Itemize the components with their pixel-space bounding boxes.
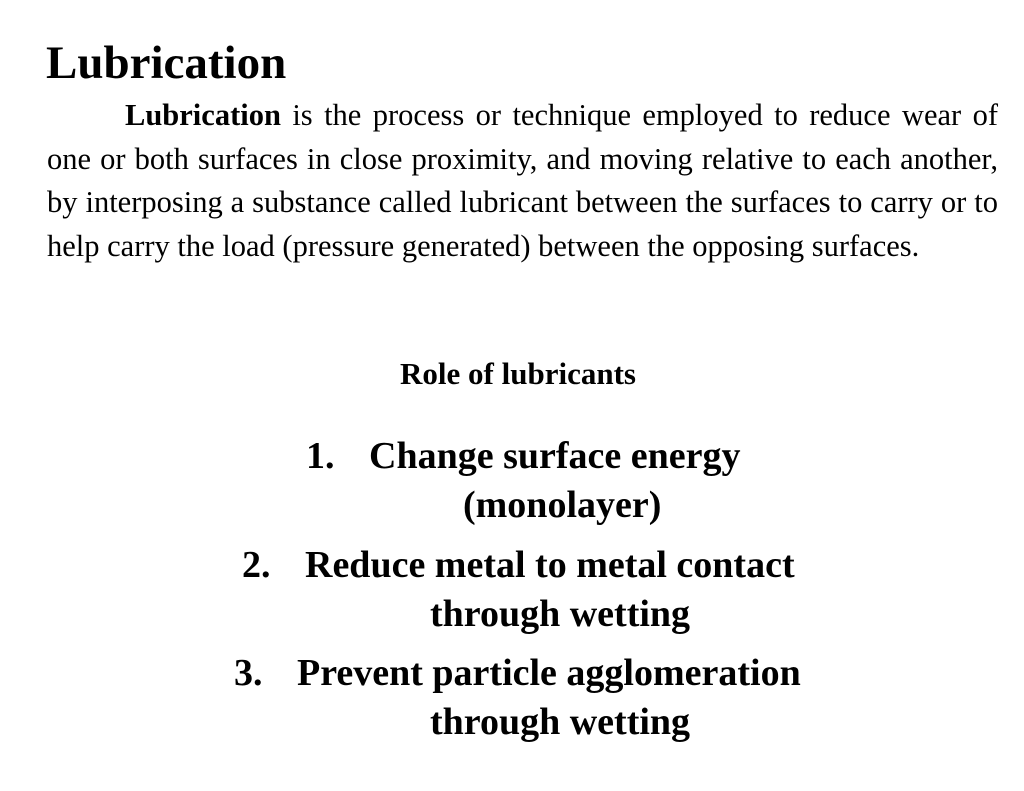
definition-term: Lubrication (125, 98, 281, 132)
slide-title: Lubrication (46, 37, 287, 89)
role-line-2: through wetting (430, 593, 691, 635)
role-number: 1. (306, 435, 335, 477)
roles-heading: Role of lubricants (400, 356, 636, 391)
role-line-1: Change surface energy (369, 435, 741, 477)
role-number: 3. (234, 652, 263, 694)
role-number: 2. (242, 544, 271, 586)
role-line-1: Reduce metal to metal contact (305, 544, 795, 586)
role-line-1: Prevent particle agglomeration (297, 652, 801, 694)
role-line-2: (monolayer) (463, 484, 662, 526)
definition-paragraph (47, 94, 998, 268)
role-line-2: through wetting (430, 701, 691, 743)
definition-text: is the process or technique employed to reduce wear of one or both surfaces in close proximity, and moving relative to each another, by interposing a substance called lubricant between the surfaces to carry or to help carry the load (pressure generated) between the opposing surfaces. (47, 98, 998, 263)
